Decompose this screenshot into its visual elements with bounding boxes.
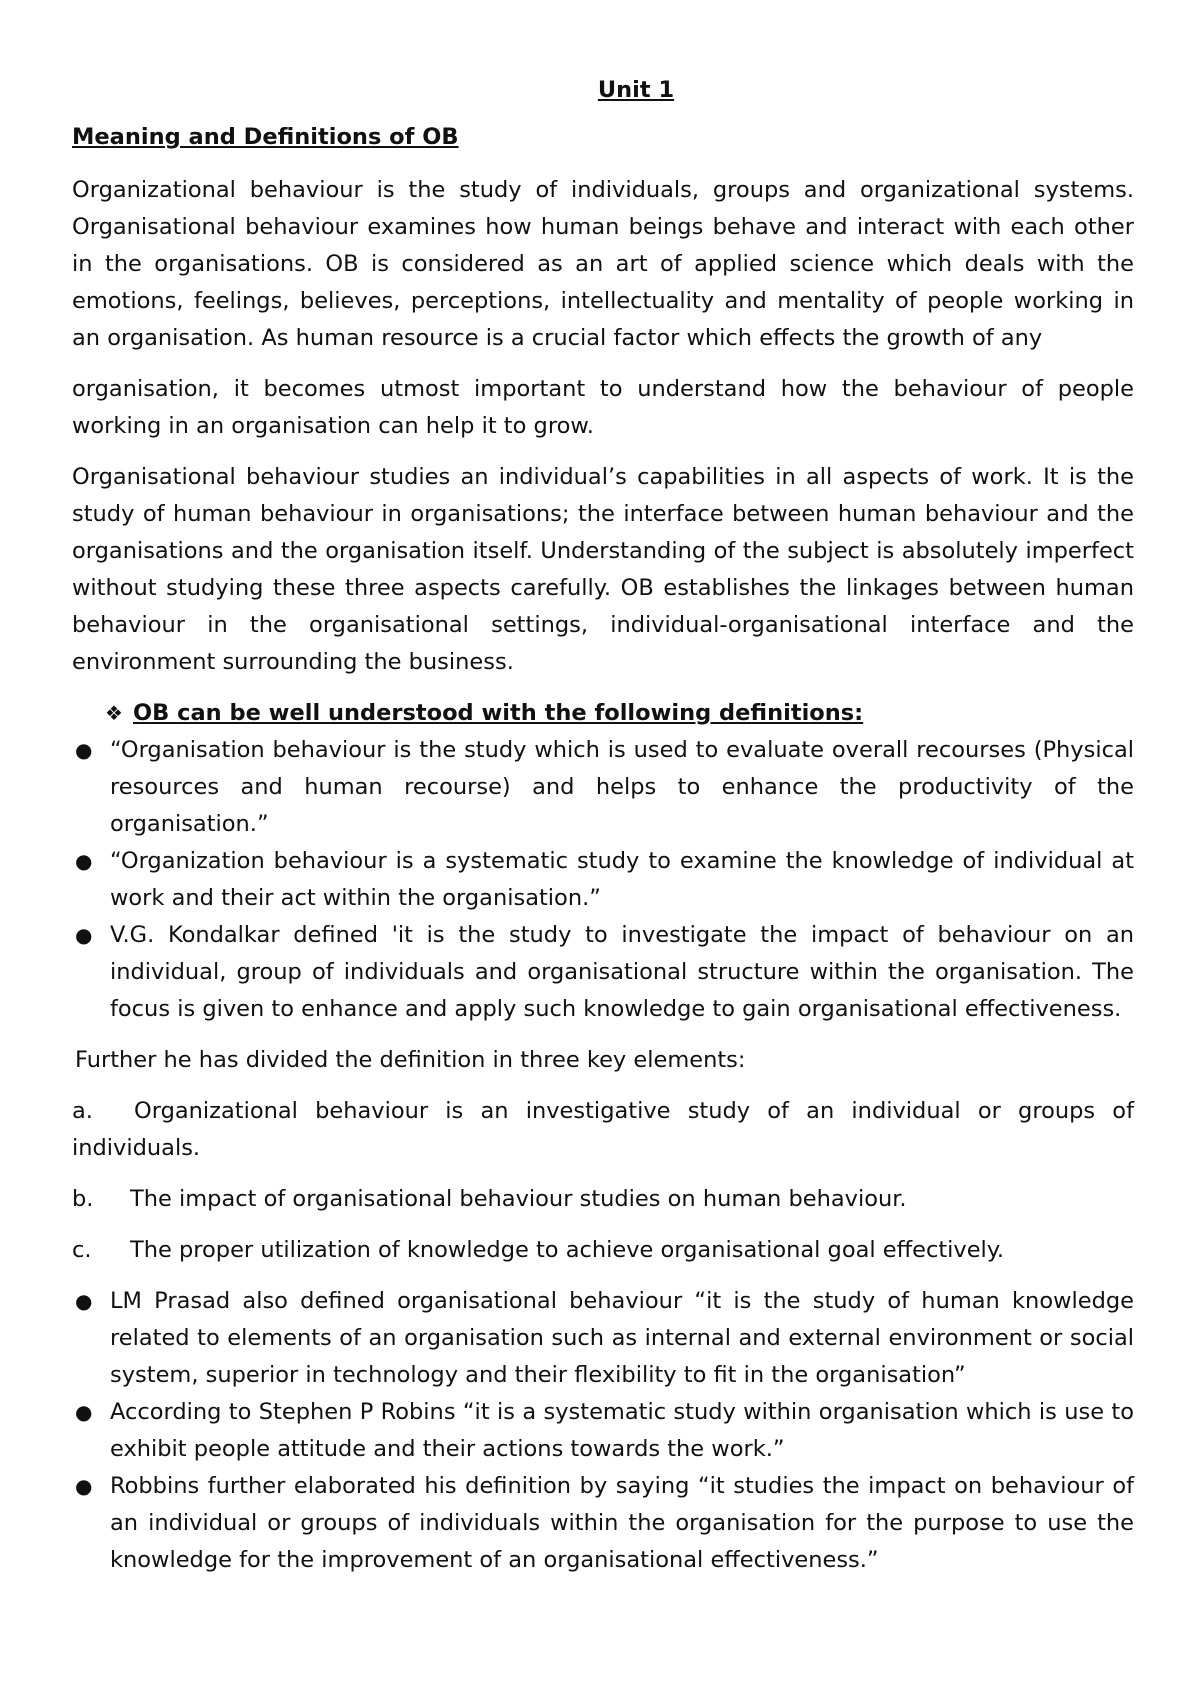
key-element-text: Organizational behaviour is an investigative study of an individual or groups of individuals. bbox=[72, 1098, 1134, 1161]
list-item bbox=[72, 917, 1134, 1028]
more-definitions-list bbox=[72, 1283, 1134, 1579]
unit-title: Unit 1 bbox=[597, 77, 675, 103]
key-element-text: The proper utilization of knowledge to achieve organisational goal effectively. bbox=[130, 1237, 1005, 1263]
definition-text: “Organization behaviour is a systematic study to examine the knowledge of individual at work and their act within the organisation.” bbox=[110, 848, 1134, 911]
list-item bbox=[72, 1468, 1134, 1579]
section-heading: Meaning and Definitions of OB bbox=[72, 124, 459, 150]
definition-text: “Organisation behaviour is the study which is used to evaluate overall recourses (Physical resources and human recourse) and helps to enhance the productivity of the organisation.” bbox=[110, 737, 1134, 837]
definitions-list bbox=[72, 732, 1134, 1028]
bullet-dot-icon: ● bbox=[75, 1289, 93, 1313]
definition-text: According to Stephen P Robins “it is a systematic study within organisation which is use to exhibit people attitude and their actions towards the work.” bbox=[110, 1399, 1134, 1462]
diamond-bullet-icon: ❖ bbox=[105, 701, 123, 725]
list-item bbox=[72, 1394, 1134, 1468]
key-element-letter: c. bbox=[72, 1237, 92, 1263]
definition-text: Robbins further elaborated his definition by saying “it studies the impact on behaviour of an individual or groups of individuals within the organisation for the purpose to use the knowledge for the improvement of an organisational effectiveness.” bbox=[110, 1473, 1134, 1573]
definition-text: LM Prasad also defined organisational behaviour “it is the study of human knowledge related to elements of an organisation such as internal and external environment or social system, superior in technology and their flexibility to fit in the organisation” bbox=[110, 1288, 1134, 1388]
key-element-b bbox=[72, 1181, 1134, 1218]
bullet-dot-icon: ● bbox=[75, 1474, 93, 1498]
bullet-dot-icon: ● bbox=[75, 923, 93, 947]
key-element-c bbox=[72, 1232, 1134, 1269]
bullet-dot-icon: ● bbox=[75, 738, 93, 762]
intro-paragraph-continued: organisation, it becomes utmost important to understand how the behaviour of people working in an organisation can help it to grow. bbox=[72, 376, 1134, 439]
list-item bbox=[72, 843, 1134, 917]
bullet-dot-icon: ● bbox=[75, 849, 93, 873]
definitions-heading bbox=[105, 695, 1134, 732]
key-element-a bbox=[72, 1093, 1134, 1167]
capabilities-paragraph: Organisational behaviour studies an individual’s capabilities in all aspects of work. It is the study of human behaviour in organisations; the interface between human behaviour and the organisations and the organisation itself. Understanding of the subject is absolutely imperfect without studying these three aspects carefully. OB establishes the linkages between human behaviour in the organisational settings, individual-organisational interface and the environment surrounding the business. bbox=[72, 464, 1134, 675]
list-item bbox=[72, 732, 1134, 843]
list-item bbox=[72, 1283, 1134, 1394]
bullet-dot-icon: ● bbox=[75, 1400, 93, 1424]
key-element-letter: a. bbox=[72, 1098, 93, 1124]
definition-text: V.G. Kondalkar defined 'it is the study to investigate the impact of behaviour on an individual, group of individuals and organisational structure within the organisation. The focus is given to enhance and apply such knowledge to gain organisational effectiveness. bbox=[110, 922, 1134, 1022]
intro-paragraph: Organizational behaviour is the study of individuals, groups and organizational systems. Organisational behaviour examines how human beings behave and interact with each other in the organisations. OB is considered as an art of applied science which deals with the emotions, feelings, believes, perceptions, intellectuality and mentality of people working in an organisation. As human resource is a crucial factor which effects the growth of any bbox=[72, 177, 1134, 351]
definitions-heading-text: OB can be well understood with the following definitions: bbox=[133, 700, 864, 726]
key-element-text: The impact of organisational behaviour studies on human behaviour. bbox=[130, 1186, 907, 1212]
key-element-letter: b. bbox=[72, 1186, 94, 1212]
key-elements-intro: Further he has divided the definition in three key elements: bbox=[75, 1047, 746, 1073]
